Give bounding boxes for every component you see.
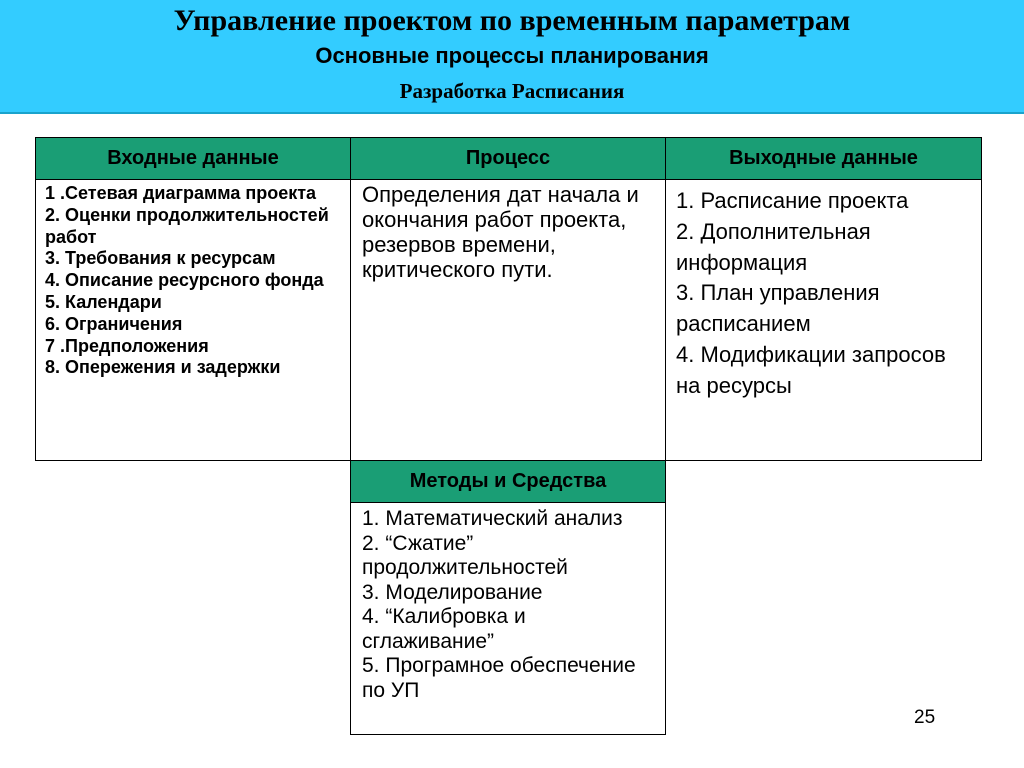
slide-title: Управление проектом по временным параметрам <box>173 4 851 37</box>
process-heading: Процесс <box>350 137 666 180</box>
methods-heading: Методы и Средства <box>350 460 666 503</box>
outputs-item: 2. Дополнительная информация <box>676 218 871 275</box>
inputs-item: 5. Календари <box>45 291 162 312</box>
slide-subtitle: Основные процессы планирования <box>315 43 709 68</box>
inputs-item: 7 .Предположения <box>45 335 209 356</box>
page-number: 25 <box>914 707 936 728</box>
inputs-heading: Входные данные <box>35 137 351 180</box>
inputs-list <box>45 183 350 379</box>
methods-list <box>362 507 662 703</box>
process-description: Определения дат начала и окончания работ проекта, резервов времени, критического пути. <box>362 182 639 282</box>
methods-item: 2. “Сжатие” продолжительностей <box>362 531 568 579</box>
outputs-item: 1. Расписание проекта <box>676 188 909 213</box>
outputs-item: 3. План управления расписанием <box>676 280 880 337</box>
outputs-item: 4. Модификации запросов на ресурсы <box>676 341 946 398</box>
slide-section-title: Разработка Расписания <box>399 79 625 103</box>
outputs-heading: Выходные данные <box>665 137 982 180</box>
methods-item: 4. “Калибровка и сглаживание” <box>362 605 526 653</box>
inputs-item: 1 .Сетевая диаграмма проекта <box>45 183 317 203</box>
slide-header <box>0 0 1024 114</box>
methods-item: 3. Моделирование <box>362 580 543 604</box>
inputs-item: 2. Оценки продолжительностей работ <box>45 204 329 247</box>
inputs-item: 8. Опережения и задержки <box>45 357 281 378</box>
outputs-list <box>676 186 976 402</box>
inputs-item: 6. Ограничения <box>45 313 183 334</box>
methods-item: 1. Математический анализ <box>362 507 623 530</box>
inputs-item: 4. Описание ресурсного фонда <box>45 270 324 291</box>
methods-item: 5. Програмное обеспечение по УП <box>362 654 636 702</box>
inputs-item: 3. Требования к ресурсам <box>45 248 276 269</box>
